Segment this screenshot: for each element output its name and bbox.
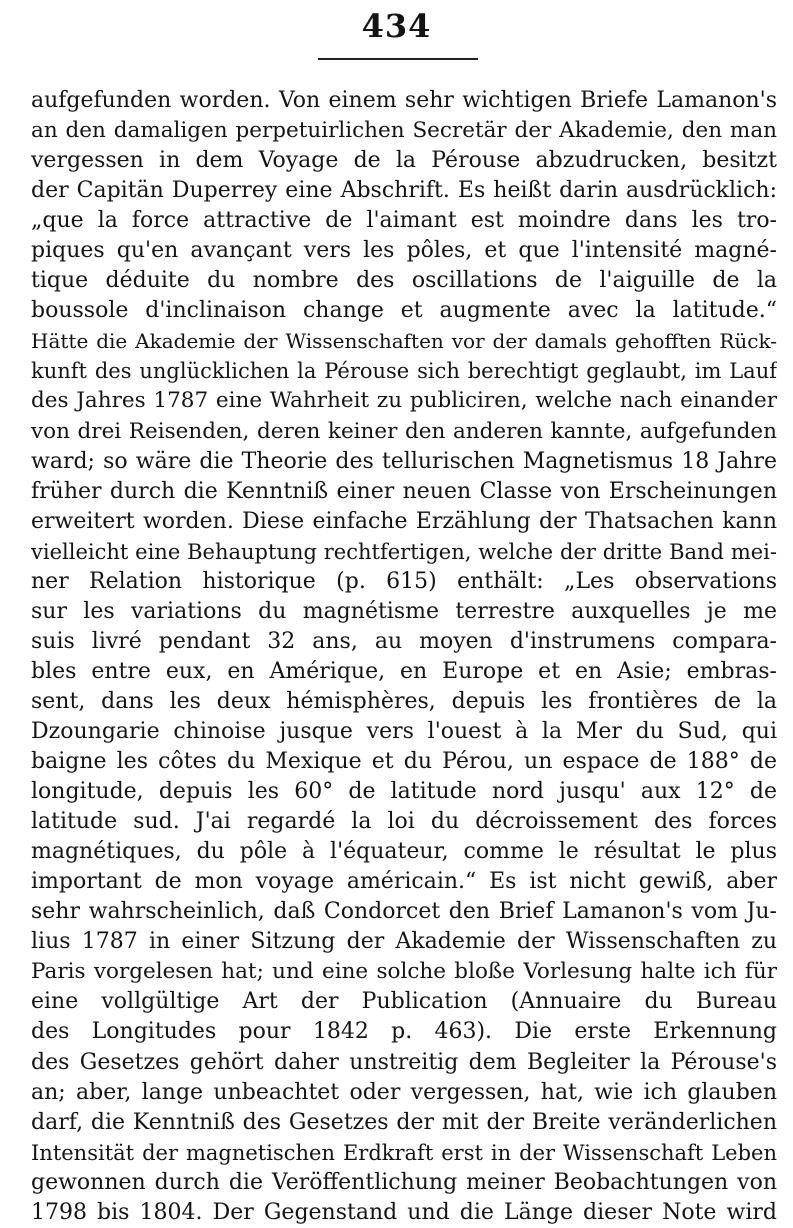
text-line: sent, dans les deux hémisphères, depuis les frontières de la — [31, 688, 777, 714]
text-line: lius 1787 in einer Sitzung der Akademie der Wissenschaften zu — [31, 929, 777, 955]
text-line: von drei Reisenden, deren keiner den anderen kannte, aufgefunden — [31, 418, 777, 444]
text-line: an; aber, lange unbeachtet oder vergessen, hat, wie ich glauben — [31, 1079, 777, 1105]
text-line: der Capitän Duperrey eine Abschrift. Es heißt darin ausdrücklich: — [31, 178, 777, 204]
text-line: magnétiques, du pôle à l'équateur, comme le résultat le plus — [31, 839, 777, 865]
text-line: important de mon voyage américain.“ Es ist nicht gewiß, aber — [31, 869, 777, 895]
text-line: des Jahres 1787 eine Wahrheit zu publiciren, welche nach einander — [31, 388, 777, 414]
text-line: boussole d'inclinaison change et augmente avec la latitude.“ — [31, 298, 777, 324]
body-text — [31, 86, 777, 1228]
page-number: 434 — [361, 7, 432, 45]
text-line: ner Relation historique (p. 615) enthält: „Les observations — [31, 568, 777, 594]
text-line: longitude, depuis les 60° de latitude nord jusqu' aux 12° de — [31, 779, 777, 805]
text-line: erweitert worden. Diese einfache Erzählung der Thatsachen kann — [31, 508, 777, 534]
header-rule — [318, 58, 478, 60]
text-line: Dzoungarie chinoise jusque vers l'ouest à la Mer du Sud, qui — [31, 718, 777, 744]
text-line: piques qu'en avançant vers les pôles, et que l'intensité magné- — [31, 238, 777, 264]
text-line: an den damaligen perpetuirlichen Secretär der Akademie, den man — [31, 118, 777, 144]
text-line: gewonnen durch die Veröffentlichung meiner Beobachtungen von — [31, 1169, 777, 1195]
text-line: früher durch die Kenntniß einer neuen Classe von Erscheinungen — [31, 478, 777, 504]
text-line: sur les variations du magnétisme terrestre auxquelles je me — [31, 598, 777, 624]
text-line: vergessen in dem Voyage de la Pérouse abzudrucken, besitzt — [31, 148, 777, 174]
text-line: vielleicht eine Behauptung rechtfertigen, welche der dritte Band mei- — [31, 539, 777, 564]
text-line: des Gesetzes gehört daher unstreitig dem Begleiter la Pérouse's — [31, 1049, 777, 1075]
text-line: ward; so wäre die Theorie des tellurischen Magnetismus 18 Jahre — [31, 448, 777, 474]
text-line: darf, die Kenntniß des Gesetzes der mit der Breite veränderlichen — [31, 1109, 777, 1135]
text-line: bles entre eux, en Amérique, en Europe et en Asie; embras- — [31, 658, 777, 684]
text-line: 1798 bis 1804. Der Gegenstand und die Länge dieser Note wird — [31, 1199, 777, 1225]
text-line: latitude sud. J'ai regardé la loi du décroissement des forces — [31, 809, 777, 835]
text-line: baigne les côtes du Mexique et du Pérou, un espace de 188° de — [31, 749, 777, 775]
text-line: Intensität der magnetischen Erdkraft erst in der Wissenschaft Leben — [31, 1140, 777, 1165]
text-line: suis livré pendant 32 ans, au moyen d'instrumens compara- — [31, 628, 777, 654]
text-line: Hätte die Akademie der Wissenschaften vor der damals gehofften Rück- — [31, 329, 777, 354]
text-line: aufgefunden worden. Von einem sehr wichtigen Briefe Lamanon's — [31, 88, 777, 113]
text-line: sehr wahrscheinlich, daß Condorcet den Brief Lamanon's vom Ju- — [31, 899, 777, 925]
text-line: des Longitudes pour 1842 p. 463). Die erste Erkennung — [31, 1019, 777, 1045]
text-line: Paris vorgelesen hat; und eine solche bloße Vorlesung halte ich für — [31, 959, 777, 985]
text-line: kunft des unglücklichen la Pérouse sich berechtigt geglaubt, im Lauf — [31, 359, 777, 384]
text-line: „que la force attractive de l'aimant est moindre dans les tro- — [31, 208, 777, 234]
text-line: tique déduite du nombre des oscillations de l'aiguille de la — [31, 268, 777, 294]
text-line: eine vollgültige Art der Publication (Annuaire du Bureau — [31, 989, 777, 1015]
